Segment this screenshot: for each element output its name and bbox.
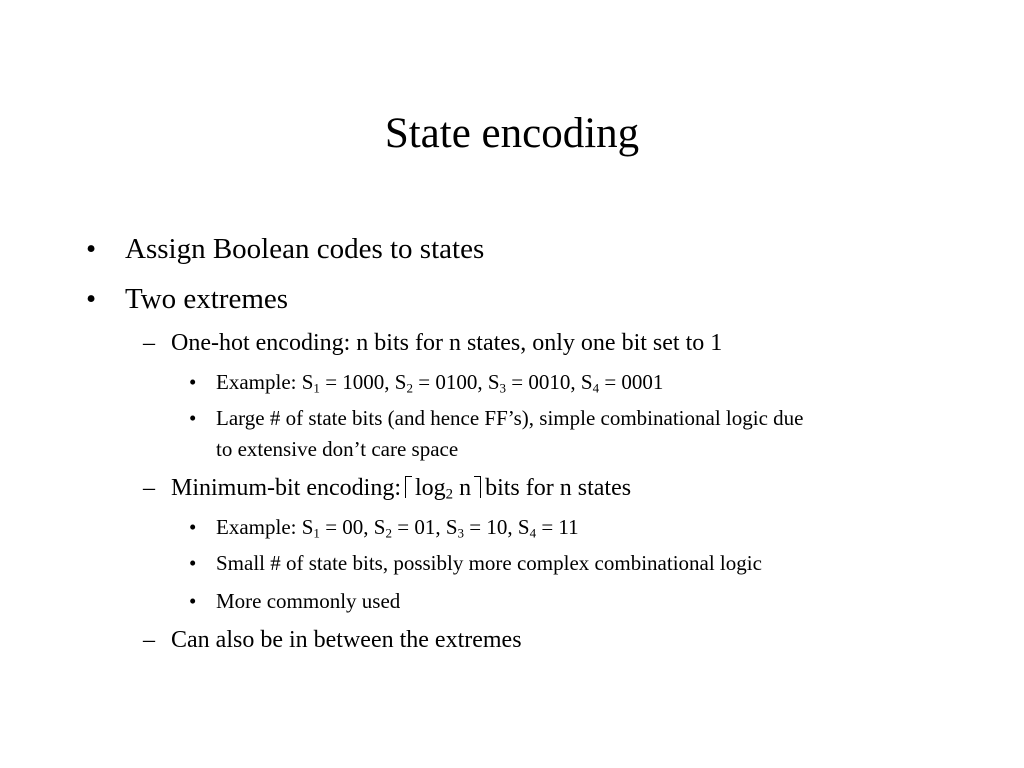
bullet-marker: • <box>189 589 197 613</box>
state-s1: $S_1 = 00$, <box>301 515 374 541</box>
state-s3: $S_3 = 10$, <box>445 515 518 541</box>
minbit-example-text <box>216 514 579 540</box>
bullet-marker: • <box>189 515 197 539</box>
bullet-marker: • <box>86 283 97 315</box>
ceiling-right-bracket <box>474 476 481 498</box>
bullet-marker: • <box>189 406 197 430</box>
state-s2: $S_2 = 0100$, <box>394 370 488 396</box>
slide-title: State encoding <box>384 110 640 157</box>
dash-marker: – <box>143 475 155 501</box>
onehot-note-line1: Large # of state bits (and hence FF’s), simple combinational logic due <box>216 406 804 430</box>
ceiling-left-bracket <box>405 476 412 498</box>
minbit-note-1-text: Small # of state bits, possibly more complex combinational logic <box>216 551 762 575</box>
bullet-marker: • <box>86 233 97 265</box>
state-s3: $S_3 = 0010$, <box>487 370 581 396</box>
state-s1: $S_1 = 1000$, <box>301 370 395 396</box>
example-prefix: Example: <box>216 515 302 539</box>
bullet-marker: • <box>189 551 197 575</box>
dash-marker: – <box>143 330 155 356</box>
subbullet-text: One-hot encoding: n bits for n states, only one bit set to 1 <box>171 330 723 356</box>
bullet-marker: • <box>189 370 197 394</box>
subbullet-text: Minimum-bit encoding: $\log_2 n$ bits for n states <box>171 475 632 503</box>
state-s2: $S_2 = 01$, <box>373 515 446 541</box>
state-s4: $S_4 = 11$ <box>517 515 579 541</box>
bullet-text: Two extremes <box>125 283 289 315</box>
minbit-note-2-text: More commonly used <box>216 589 401 613</box>
example-prefix: Example: <box>216 370 302 394</box>
subbullet-text: Can also be in between the extremes <box>171 627 522 653</box>
onehot-example-text <box>216 369 663 395</box>
dash-marker: – <box>143 627 155 653</box>
state-s4: $S_4 = 0001$ <box>580 370 664 396</box>
bullet-text: Assign Boolean codes to states <box>125 233 485 265</box>
onehot-note-line2: to extensive don’t care space <box>216 437 459 461</box>
